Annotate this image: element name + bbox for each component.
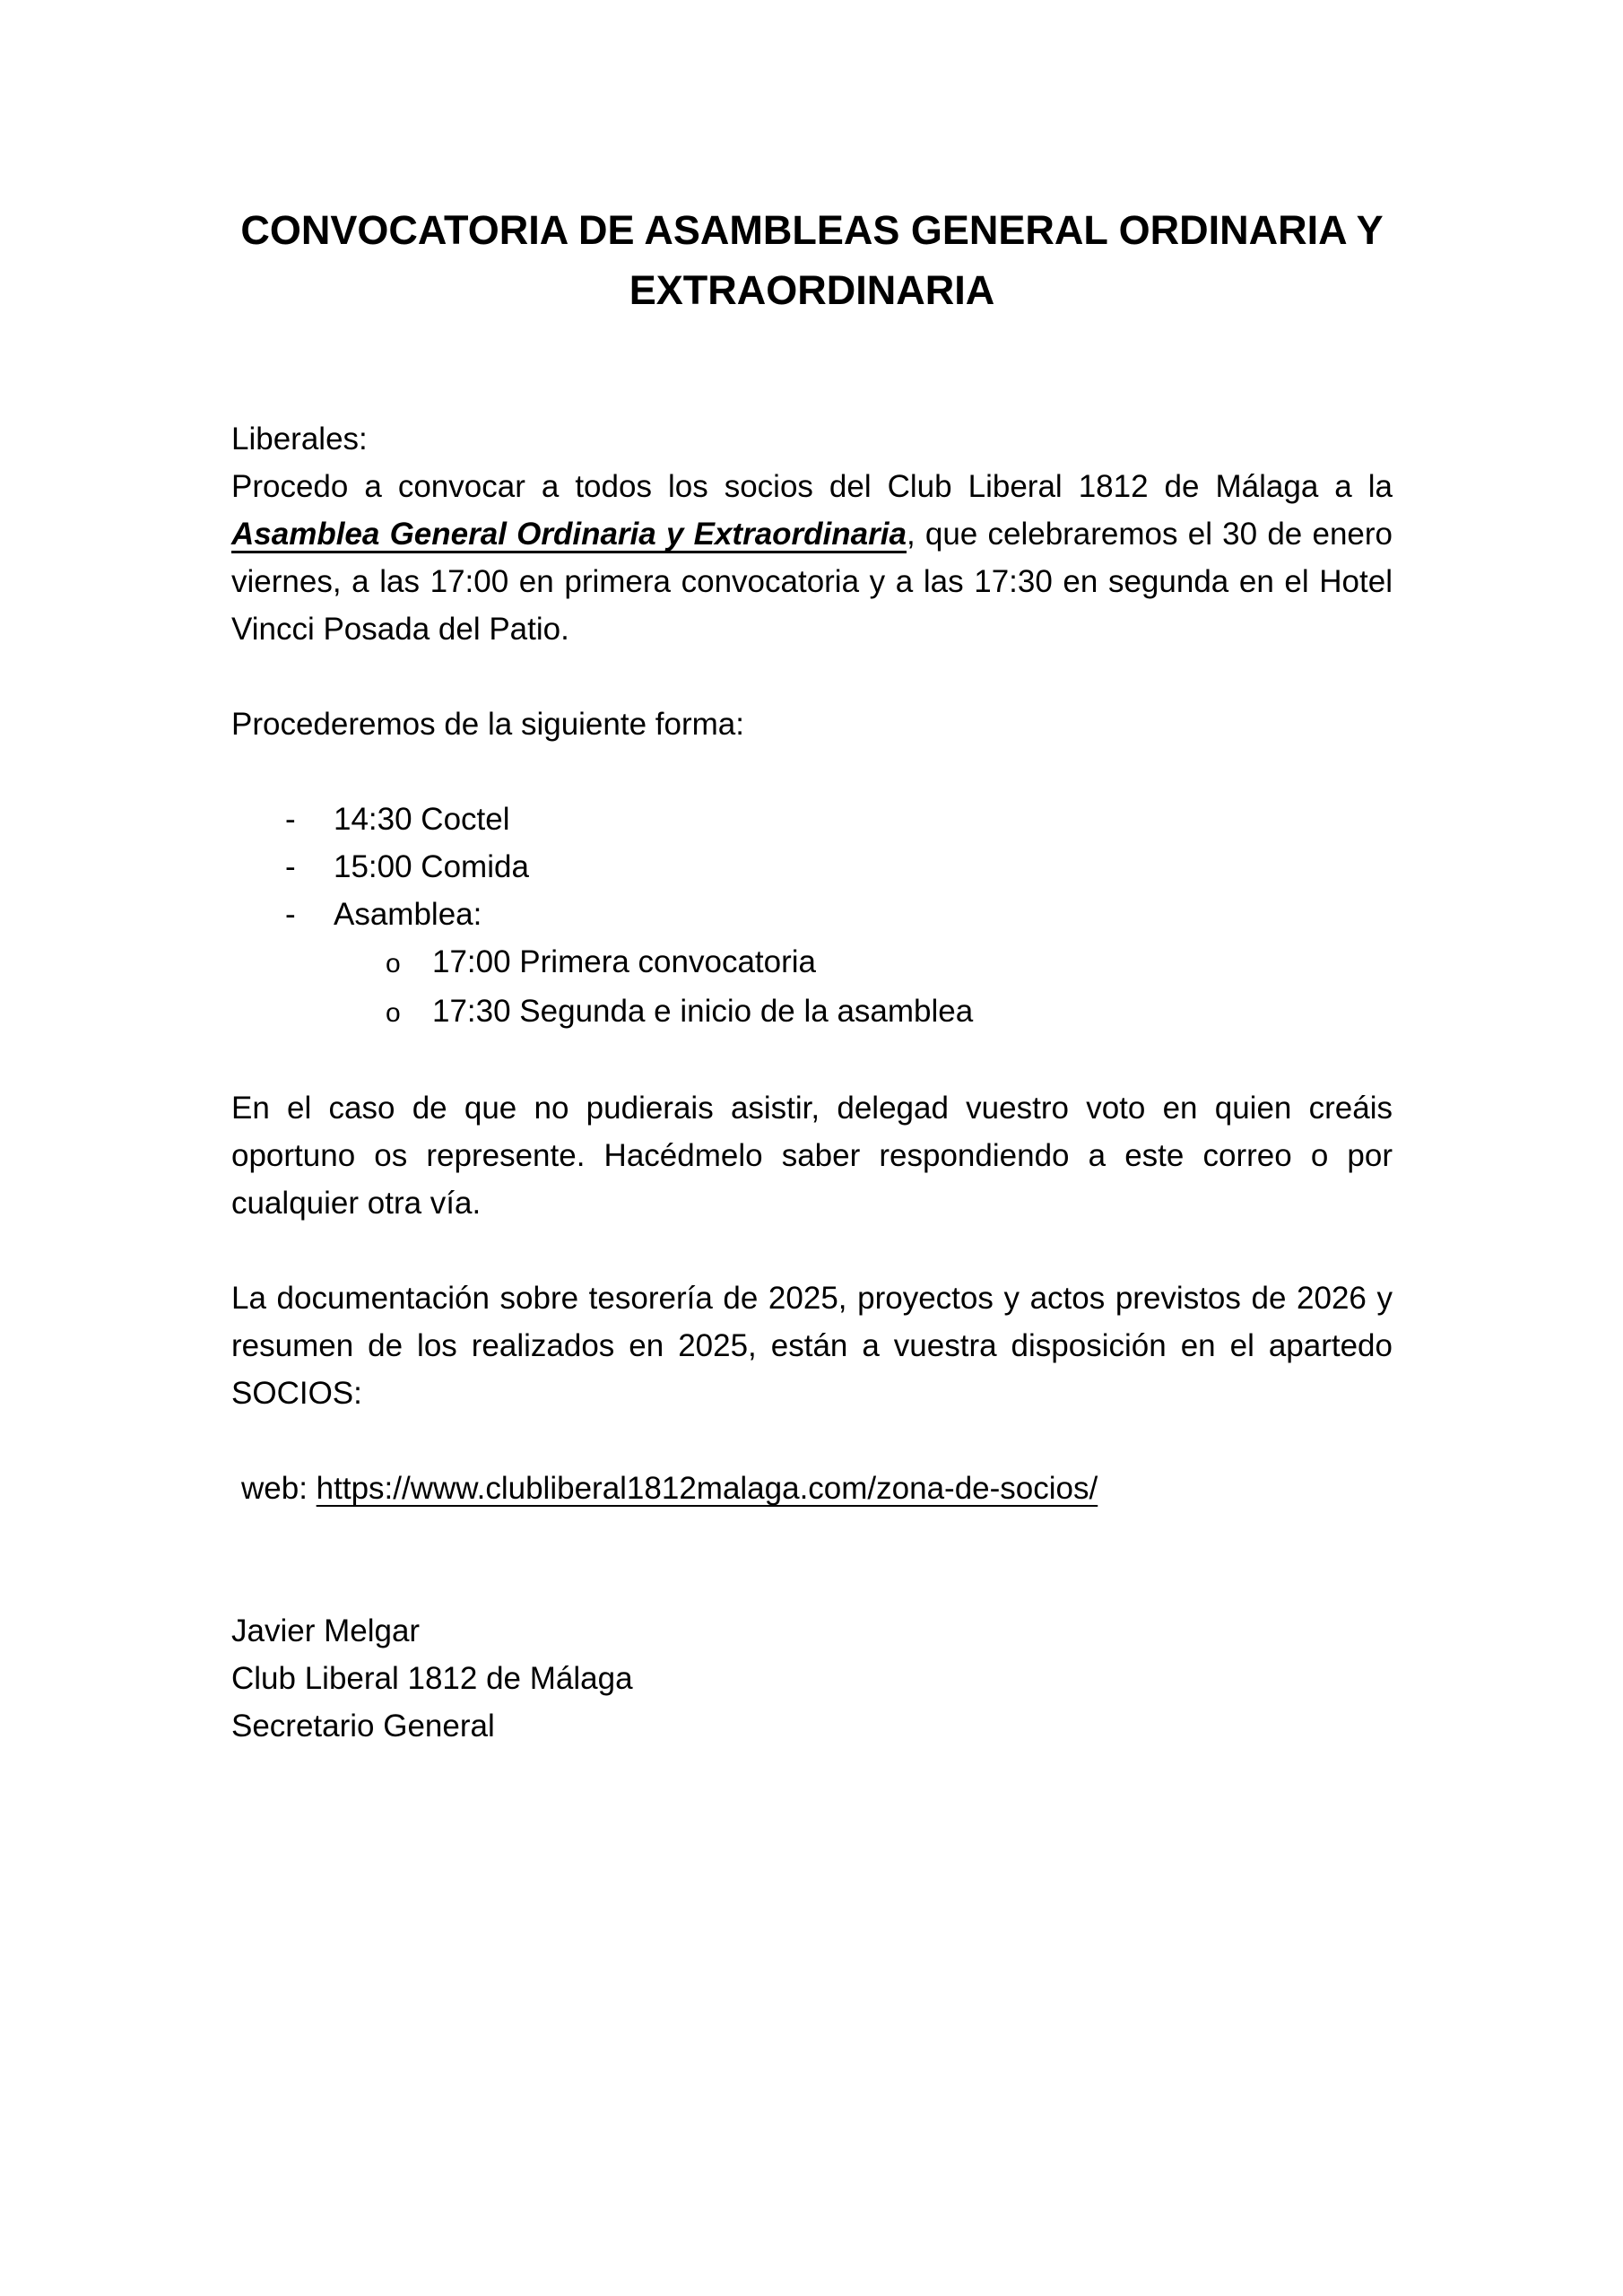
list-item-label: 14:30 Coctel <box>334 802 510 837</box>
circle-bullet-icon: o <box>386 949 401 978</box>
assembly-emphasis-text: Asamblea General Ordinaria y Extraordinaria <box>231 517 907 552</box>
intro-text-before: Procedo a convocar a todos los socios del Club Liberal 1812 de Málaga a la <box>231 469 1393 504</box>
intro-block <box>231 415 1393 653</box>
signature-name: Javier Melgar <box>231 1613 421 1648</box>
list-sub-item-label: 17:00 Primera convocatoria <box>432 944 816 979</box>
list-item-label: Asamblea: <box>334 897 482 932</box>
delegation-paragraph: En el caso de que no pudierais asistir, delegad vuestro voto en quien creáis oportuno os represente. Hacédmelo saber respondiendo a este correo o por cualquier otra vía. <box>231 1091 1393 1221</box>
list-sub-item <box>231 987 1393 1037</box>
intro-paragraph <box>231 463 1393 653</box>
list-item <box>231 843 1393 891</box>
list-item <box>231 891 1393 938</box>
agenda-list <box>231 796 1393 1037</box>
circle-bullet-icon: o <box>386 998 401 1028</box>
page-title: CONVOCATORIA DE ASAMBLEAS GENERAL ORDINARIA Y EXTRAORDINARIA <box>240 207 1384 313</box>
list-sub-item <box>231 938 1393 987</box>
dash-bullet-icon: - <box>285 849 296 884</box>
list-sub-item-label: 17:30 Segunda e inicio de la asamblea <box>432 994 974 1029</box>
list-item-label: 15:00 Comida <box>334 849 529 884</box>
agenda-heading: Procederemos de la siguiente forma: <box>231 707 744 742</box>
signature-role: Secretario General <box>231 1709 495 1744</box>
signature-block <box>231 1607 1393 1750</box>
greeting-line: Liberales: <box>231 422 368 457</box>
members-zone-link[interactable]: https://www.clubliberal1812malaga.com/zona-de-socios/ <box>316 1471 1098 1506</box>
list-item <box>231 796 1393 843</box>
space-separator <box>308 1471 317 1506</box>
signature-organization: Club Liberal 1812 de Málaga <box>231 1661 633 1696</box>
documentation-paragraph: La documentación sobre tesorería de 2025, proyectos y actos previstos de 2026 y resumen de los realizados en 2025, están a vuestra disposición en el apartedo SOCIOS: <box>231 1281 1393 1411</box>
web-label: web: <box>241 1471 308 1506</box>
dash-bullet-icon: - <box>285 802 296 837</box>
intro-text-after: , que celebraremos el 30 de enero viernes, a las 17:00 en primera convocatoria y a las 17:30 en segunda en el Hotel Vincci Posada del Patio. <box>231 517 1393 647</box>
dash-bullet-icon: - <box>285 897 296 932</box>
web-line <box>231 1465 1393 1512</box>
